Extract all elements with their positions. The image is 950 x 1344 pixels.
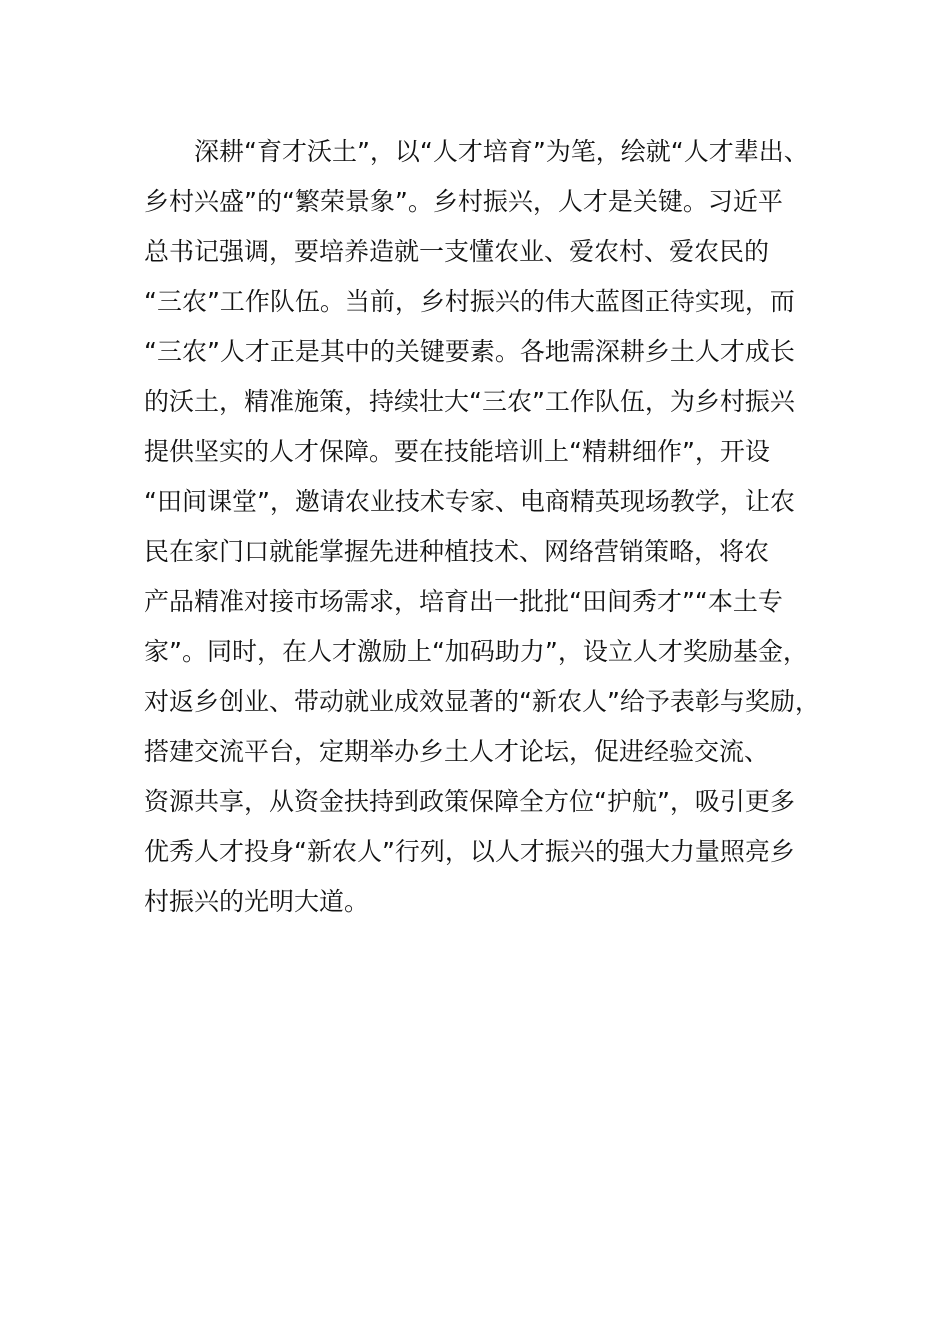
paragraph-line: 提供坚实的人才保障。要在技能培训上“精耕细作”，开设 — [144, 437, 770, 466]
paragraph-line: “三农”工作队伍。当前，乡村振兴的伟大蓝图正待实现，而 — [144, 287, 795, 316]
paragraph-line: 民在家门口就能掌握先进种植技术、网络营销策略，将农 — [144, 537, 770, 566]
paragraph-line: 深耕“育才沃土”，以“人才培育”为笔，绘就“人才辈出、 — [194, 137, 809, 166]
paragraph-line: 对返乡创业、带动就业成效显著的“新农人”给予表彰与奖励， — [144, 687, 820, 716]
paragraph-line: 优秀人才投身“新农人”行列，以人才振兴的强大力量照亮乡 — [144, 837, 795, 866]
paragraph-line: 资源共享，从资金扶持到政策保障全方位“护航”，吸引更多 — [144, 787, 795, 816]
paragraph-line: 村振兴的光明大道。 — [144, 887, 370, 916]
paragraph-line: 的沃土，精准施策，持续壮大“三农”工作队伍，为乡村振兴 — [144, 387, 795, 416]
paragraph-line: 搭建交流平台，定期举办乡土人才论坛，促进经验交流、 — [144, 737, 770, 766]
paragraph-line: “田间课堂”，邀请农业技术专家、电商精英现场教学，让农 — [144, 487, 795, 516]
paragraph-line: “三农”人才正是其中的关键要素。各地需深耕乡土人才成长 — [144, 337, 795, 366]
paragraph-line: 产品精准对接市场需求，培育出一批批“田间秀才”“本土专 — [144, 587, 783, 616]
body-paragraph — [144, 127, 844, 927]
paragraph-line: 家”。同时，在人才激励上“加码助力”，设立人才奖励基金， — [144, 637, 808, 666]
paragraph-line: 总书记强调，要培养造就一支懂农业、爱农村、爱农民的 — [144, 237, 770, 266]
paragraph-line: 乡村兴盛”的“繁荣景象”。乡村振兴，人才是关键。习近平 — [144, 187, 783, 216]
